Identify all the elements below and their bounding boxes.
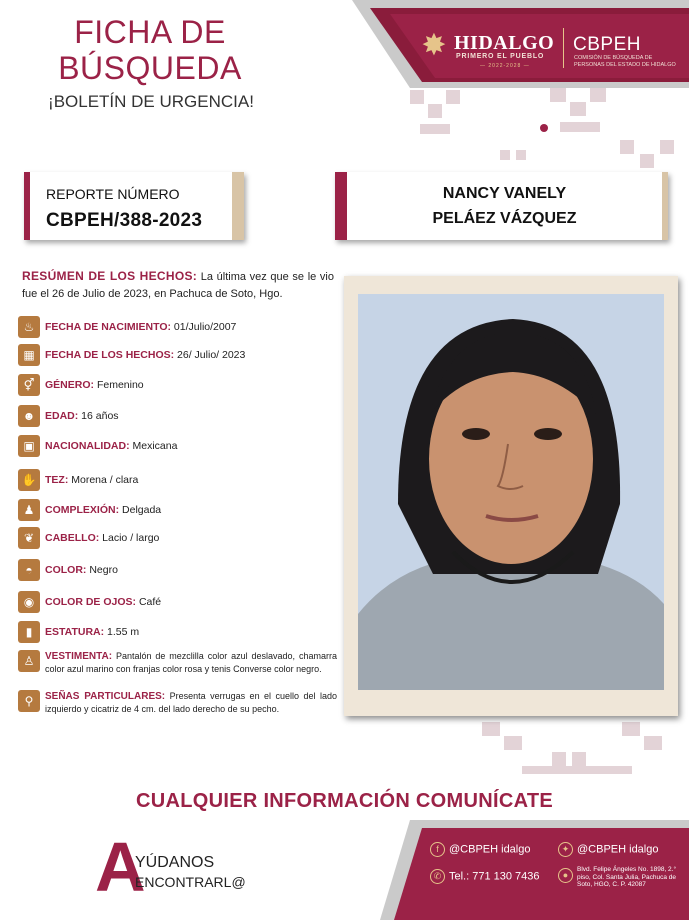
field-label: COLOR DE OJOS: — [45, 596, 137, 608]
field-value: Café — [138, 596, 162, 608]
field-clothing — [18, 650, 338, 686]
address-contact — [558, 866, 684, 889]
summary-text: La última vez que se le vio fue el 26 de Julio de 2023, en Pachuca de Soto, Hgo. — [22, 271, 334, 300]
facebook-icon: f — [430, 842, 445, 857]
title-line-2: BÚSQUEDA — [58, 50, 242, 86]
field-label: CABELLO: — [45, 532, 100, 544]
cake-icon: ♨ — [18, 316, 40, 338]
hair-color-icon: ◓ — [18, 559, 40, 581]
twitter-icon: ✦ — [558, 842, 573, 857]
field-value: 16 años — [81, 410, 119, 422]
field-value: Mexicana — [132, 440, 178, 452]
agency-acronym: CBPEH — [573, 34, 641, 55]
field-label: TEZ: — [45, 474, 69, 486]
facts-summary — [22, 268, 334, 303]
phone-icon: ✆ — [430, 869, 445, 884]
field-value: Femenino — [96, 379, 144, 391]
field-label: COLOR: — [45, 564, 87, 576]
field-value: Pantalón de mezclilla color azul deslavado, chamarra color azul marino con franjas color rosa y tenis Converse color negro. — [45, 651, 337, 674]
page-subtitle: ¡BOLETÍN DE URGENCIA! — [48, 92, 254, 111]
title-line-1: FICHA DE — [74, 14, 226, 50]
location-pin-icon: ● — [558, 868, 573, 883]
field-label: FECHA DE NACIMIENTO: — [45, 321, 171, 333]
report-number-box — [24, 172, 244, 240]
facebook-handle: @CBPEH idalgo — [449, 843, 531, 856]
portrait-illustration — [358, 294, 664, 690]
ayudanos-logo — [95, 828, 295, 906]
calendar-icon: ▦ — [18, 344, 40, 366]
skin-icon: ✋ — [18, 469, 40, 491]
field-label: SEÑAS PARTICULARES: — [45, 691, 166, 702]
missing-person-name-box — [335, 172, 668, 240]
report-number: CBPEH/388-2023 — [46, 210, 203, 231]
field-distinguishing-marks — [18, 690, 338, 718]
field-label: VESTIMENTA: — [45, 651, 113, 662]
twitter-contact[interactable] — [558, 842, 658, 857]
field-label: ESTATURA: — [45, 626, 105, 638]
field-label: FECHA DE LOS HECHOS: — [45, 349, 175, 361]
brand-logo — [418, 30, 688, 74]
brand-name: HIDALGO — [454, 32, 555, 54]
field-value: Negro — [89, 564, 118, 576]
twitter-handle: @CBPEH idalgo — [577, 843, 659, 856]
address-text: Blvd. Felipe Ángeles No. 1898, 2.° piso, Col. Santa Julia, Pachuca de Soto, HGO, C. P. 42087 — [577, 866, 677, 888]
logo-letter: A — [95, 828, 146, 906]
field-value: Presenta verrugas en el cuello del lado izquierdo y cicatriz de 4 cm. del lado derecho de su pecho. — [45, 691, 337, 714]
report-label: REPORTE NÚMERO — [46, 186, 180, 202]
people-icon: ☻ — [18, 405, 40, 427]
star-icon: ✸ — [421, 29, 447, 62]
field-label: COMPLEXIÓN: — [45, 504, 120, 516]
field-label: EDAD: — [45, 410, 79, 422]
field-value: 01/Julio/2007 — [173, 321, 237, 333]
brand-slogan: PRIMERO EL PUEBLO — [456, 53, 545, 60]
call-to-action: CUALQUIER INFORMACIÓN COMUNÍCATE — [136, 790, 553, 812]
phone-contact[interactable] — [430, 869, 540, 884]
logo-line-2: ENCONTRARL@ — [135, 874, 246, 890]
summary-label: RESÚMEN DE LOS HECHOS: — [22, 269, 198, 283]
brand-divider — [563, 28, 564, 68]
logo-line-1: YÚDANOS — [135, 854, 215, 871]
person-photo — [358, 294, 664, 690]
brand-year: — 2022-2028 — — [480, 63, 530, 69]
person-name-line-2: PELÁEZ VÁZQUEZ — [432, 210, 577, 227]
id-card-icon: ▣ — [18, 435, 40, 457]
phone-number: Tel.: 771 130 7436 — [449, 870, 540, 883]
field-value: 26/ Julio/ 2023 — [177, 349, 246, 361]
hair-icon: ❦ — [18, 527, 40, 549]
photo-frame — [344, 276, 678, 716]
decorative-pattern-bottom — [462, 716, 689, 786]
field-value: Lacio / largo — [102, 532, 160, 544]
ruler-icon: ▮ — [18, 621, 40, 643]
field-value: Delgada — [122, 504, 162, 516]
person-name-line-1: NANCY VANELY — [442, 185, 567, 202]
field-value: 1.55 m — [107, 626, 140, 638]
page-title — [50, 14, 250, 86]
agency-description: COMISIÓN DE BÚSQUEDA DE PERSONAS DEL ESTADO DE HIDALGO — [574, 55, 676, 68]
field-label: NACIONALIDAD: — [45, 440, 130, 452]
eye-icon: ◉ — [18, 591, 40, 613]
field-label: GÉNERO: — [45, 379, 95, 391]
magnifier-icon: ⚲ — [18, 690, 40, 712]
body-icon: ♟ — [18, 499, 40, 521]
field-value: Morena / clara — [71, 474, 139, 486]
shirt-icon: ♙ — [18, 650, 40, 672]
facebook-contact[interactable] — [430, 842, 530, 857]
gender-icon: ⚥ — [18, 374, 40, 396]
